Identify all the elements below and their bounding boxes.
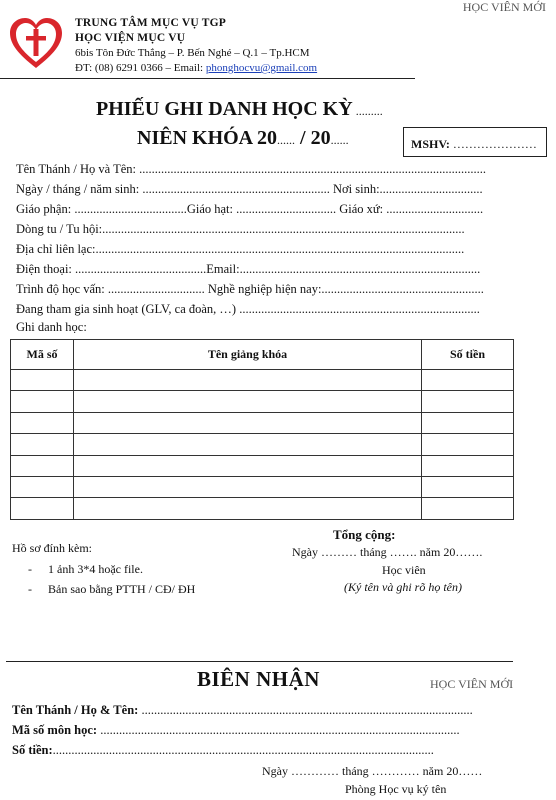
table-cell[interactable] <box>74 434 422 455</box>
table-cell[interactable] <box>74 412 422 433</box>
cross-icon <box>34 29 39 56</box>
email-link[interactable]: phonghocvu@gmail.com <box>205 62 318 74</box>
receipt-amount-label: Số tiền: <box>12 743 53 757</box>
table-cell[interactable] <box>74 477 422 498</box>
table-cell[interactable] <box>422 434 514 455</box>
receipt-office-sign: Phòng Học vụ ký tên <box>345 782 447 796</box>
org-contact <box>75 62 317 74</box>
field-education[interactable]: Trình độ học vấn: ............................... Nghề nghiệp hiện nay:.................................................... <box>16 282 484 296</box>
year-dots-1: ...... <box>277 133 296 147</box>
year-middle: / 20 <box>295 127 331 149</box>
sign-date[interactable]: Ngày ……… tháng ……. năm 20……. <box>292 545 483 559</box>
mshv-box[interactable] <box>403 127 547 157</box>
table-cell[interactable] <box>422 498 514 520</box>
table-row[interactable] <box>11 412 514 433</box>
table-row[interactable] <box>11 434 514 455</box>
table-cell[interactable] <box>11 498 74 520</box>
field-phone[interactable]: Điện thoại: ..........................................Email:............................................................................. <box>16 262 481 276</box>
cut-line <box>6 661 513 662</box>
attachment-dash: - <box>28 562 32 576</box>
org-name-line1: TRUNG TÂM MỤC VỤ TGP <box>75 17 226 29</box>
table-cell[interactable] <box>422 391 514 412</box>
table-cell[interactable] <box>422 477 514 498</box>
corner-label: HỌC VIÊN MỚI <box>462 0 546 14</box>
field-name[interactable]: Tên Thánh / Họ và Tên: ............................................................................................................... <box>16 162 486 176</box>
table-cell[interactable] <box>11 477 74 498</box>
attachments-title: Hồ sơ đính kèm: <box>12 541 93 555</box>
receipt-amount-dots: .......................................................................................................................... <box>52 743 434 757</box>
table-cell[interactable] <box>11 369 74 390</box>
field-activities[interactable]: Đang tham gia sinh hoạt (GLV, ca đoàn, …) ............................................................................. <box>16 302 480 316</box>
field-parish[interactable]: Giáo phận: ....................................Giáo hạt: ................................ Giáo xứ: ............................... <box>16 202 484 216</box>
contact-prefix: ĐT: (08) 6291 0366 – Email: <box>75 62 206 74</box>
table-cell[interactable] <box>11 455 74 476</box>
org-name-line2: HỌC VIỆN MỤC VỤ <box>75 32 186 44</box>
field-register-label: Ghi danh học: <box>16 320 87 334</box>
field-order[interactable]: Dòng tu / Tu hội:.................................................................................................................... <box>16 222 465 236</box>
table-row[interactable] <box>11 477 514 498</box>
receipt-name[interactable] <box>12 703 473 718</box>
table-cell[interactable] <box>74 369 422 390</box>
receipt-code-label: Mã số môn học: <box>12 723 98 737</box>
table-cell[interactable] <box>11 434 74 455</box>
table-cell[interactable] <box>74 391 422 412</box>
mshv-dots: ………………… <box>449 137 537 151</box>
col-code: Mã số <box>11 340 74 370</box>
receipt-name-dots: .......................................................................................................... <box>138 703 473 717</box>
field-address[interactable]: Địa chỉ liên lạc:...................................................................................................................... <box>16 242 465 256</box>
table-cell[interactable] <box>74 498 422 520</box>
table-cell[interactable] <box>11 412 74 433</box>
table-cell[interactable] <box>422 369 514 390</box>
table-row[interactable] <box>11 455 514 476</box>
mshv-label: MSHV: <box>411 137 450 151</box>
attachment-photo: 1 ảnh 3*4 hoặc file. <box>48 562 143 576</box>
col-amount: Số tiền <box>422 340 514 370</box>
student-label: Học viên <box>382 563 426 577</box>
field-birth[interactable]: Ngày / tháng / năm sinh: ............................................................ Nơi sinh:................................. <box>16 182 483 196</box>
attachment-dash: - <box>28 582 32 596</box>
receipt-name-label: Tên Thánh / Họ & Tên: <box>12 703 139 717</box>
receipt-amount[interactable] <box>12 743 434 758</box>
table-cell[interactable] <box>422 455 514 476</box>
course-table <box>10 339 514 520</box>
year-prefix: NIÊN KHÓA 20 <box>137 127 278 149</box>
title-line1: PHIẾU GHI DANH HỌC KỲ <box>96 98 353 120</box>
attachment-diploma: Bản sao bằng PTTH / CĐ/ ĐH <box>48 582 196 596</box>
sign-note: (Ký tên và ghi rõ họ tên) <box>344 580 462 594</box>
year-dots-2: ...... <box>330 133 349 147</box>
table-cell[interactable] <box>422 412 514 433</box>
table-row[interactable] <box>11 391 514 412</box>
table-row[interactable] <box>11 369 514 390</box>
heart-cross-logo <box>8 16 64 72</box>
form-title <box>96 98 383 121</box>
academic-year <box>137 127 349 150</box>
table-cell[interactable] <box>11 391 74 412</box>
table-cell[interactable] <box>74 455 422 476</box>
table-header-row <box>11 340 514 370</box>
col-course: Tên giảng khóa <box>74 340 422 370</box>
receipt-title: BIÊN NHẬN <box>197 667 320 691</box>
receipt-code-dots: ................................................................................................................... <box>97 723 460 737</box>
org-address: 6bis Tôn Đức Thắng – P. Bến Nghé – Q.1 – Tp.HCM <box>75 47 310 59</box>
receipt-date[interactable]: Ngày ………… tháng ………… năm 20…… <box>262 764 483 778</box>
receipt-corner-label: HỌC VIÊN MỚI <box>430 677 514 691</box>
header-divider <box>0 78 415 79</box>
table-row[interactable] <box>11 498 514 520</box>
title-line1-dots: ......... <box>352 104 383 118</box>
total-label: Tổng cộng: <box>333 527 396 542</box>
receipt-code[interactable] <box>12 723 460 738</box>
